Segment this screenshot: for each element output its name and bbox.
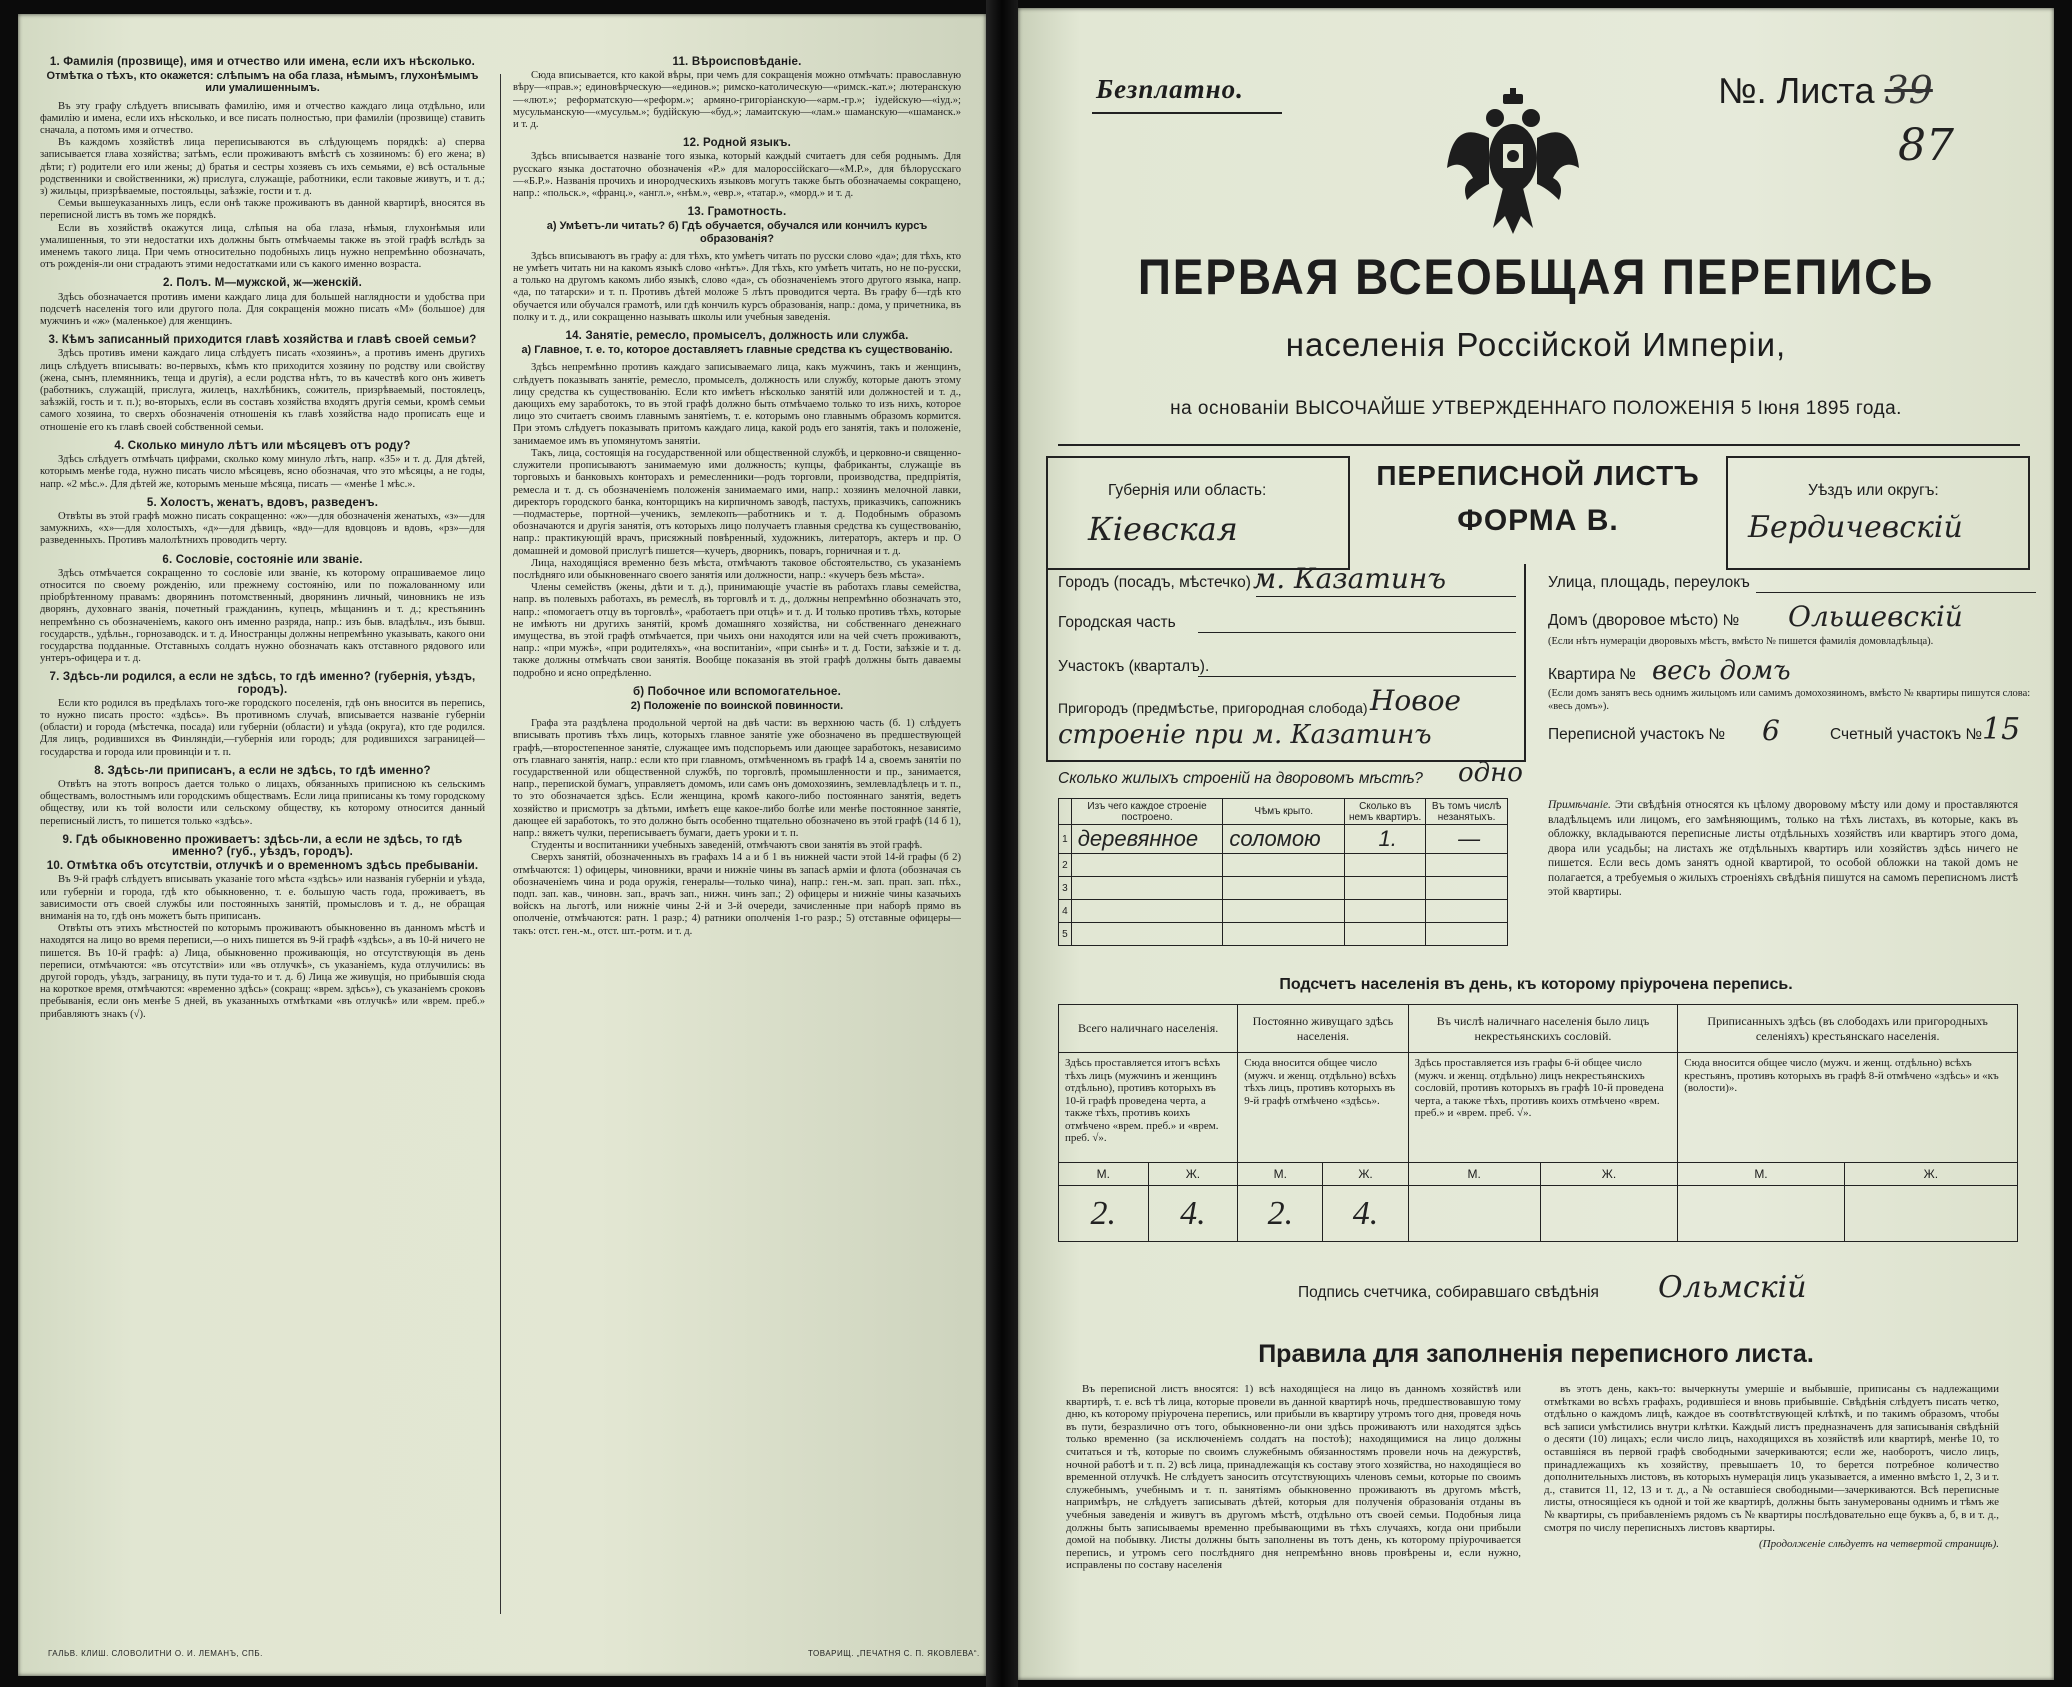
- instruction-paragraph: Здѣсь отмѣчается сокращенно то сословіе или званіе, къ которому опрашиваемое лицо относится по своему рожденію, или прежнему состоянію, или по пожалованному или пріобрѣтенному правамъ: дворянинъ потомственный, дворянинъ личный, чиновникъ не изъ дворянъ, духовнаго званія, почетный гражданинъ, купецъ, мѣщанинъ и т. д.; крестьянинъ непремѣнно съ обозначеніемъ, какого онъ именно разряда, напр.: изъ быв. владѣльч., изъ бывш. государств., удѣльн., горнозаводск. и т. д. Иностранцы должны непремѣнно указывать, какого они государства подданные. Отставныхъ солдатъ нужно обозначать какъ отставного рядового или унтеръ-офицера и т. д.: [40, 567, 485, 665]
- t1-cell-apts: [1345, 923, 1426, 946]
- instruction-paragraph: Если кто родился въ предѣлахъ того-же городского поселенія, гдѣ онъ вносится въ перепись, то нужно писать просто: «здѣсь». Въ противномъ случаѣ, вписывается названіе губерніи (области) и города (мѣстечка, посада) или губерніи (области) и уѣзда (округа), кто где родился. Для лицъ, родившихся въ Финляндіи,—губернія или городъ; для родившихся заграницей—государства и города или провинціи и т. п.: [40, 697, 485, 758]
- instruction-heading: 11. Вѣроисповѣданіе.: [672, 56, 802, 68]
- schetny-value: 15: [1982, 712, 2021, 747]
- instruction-section: [513, 56, 961, 131]
- instruction-section: [40, 765, 485, 828]
- form-title-box: [1358, 460, 1718, 538]
- rules-continued: (Продолженіе слѣдуетъ на четвертой страницѣ).: [1759, 1538, 1999, 1551]
- instruction-heading: 9. Гдѣ обыкновенно проживаетъ: здѣсь-ли, а если не здѣсь, то гдѣ именно? (губ., уѣздъ, городъ).: [62, 833, 463, 858]
- t1-cell-empty: [1426, 854, 1508, 877]
- prigorod-label: Пригородъ (предмѣстье, пригородная слобода): [1058, 700, 1368, 716]
- form-basis: на основаніи ВЫСОЧАЙШЕ УТВЕРЖДЕННАГО ПОЛОЖЕНІЯ 5 Іюня 1895 года.: [1170, 398, 1902, 419]
- prigorod-value-1: Новое: [1370, 684, 1461, 717]
- guberniya-value: Кіевская: [1088, 510, 1238, 548]
- instruction-section: [40, 671, 485, 758]
- population-count-cell: 4.: [1148, 1186, 1238, 1242]
- t1-cell-roof: [1223, 877, 1345, 900]
- instruction-paragraph: Студенты и воспитанники учебныхъ заведеній, отмѣчаютъ свои занятія въ этой графѣ.: [531, 840, 923, 852]
- t1-cell-n: 1: [1059, 825, 1072, 854]
- instruction-paragraph: Въ 9-й графѣ слѣдуетъ вписывать указаніе того мѣста «здѣсь» или названія губерніи и уѣзда, или губерніи и города, гдѣ кто обыкновенно, т. е. большую часть года, проживаетъ, въ зависимости отъ своей службы или постоянныхъ занятій, промысловъ и т. д., не обращая вниманія на то, гдѣ онъ можетъ быть приписанъ.: [40, 874, 485, 922]
- sheet-number: [1718, 68, 1933, 112]
- instruction-heading: 3. Кѣмъ записанный приходится главѣ хозяйства и главѣ своей семьи?: [48, 334, 477, 347]
- gorod-line: [1256, 596, 1516, 597]
- census-form-page: [1018, 8, 2054, 1680]
- prigorod-value-2: строеніе при м. Казатинъ: [1058, 720, 1432, 750]
- guberniya-box: [1046, 456, 1350, 570]
- instruction-heading: 5. Холостъ, женатъ, вдовъ, разведенъ.: [146, 496, 379, 509]
- signature-label: Подпись счетчика, собиравшаго свѣдѣнія: [1298, 1284, 1599, 1301]
- t1-corner: [1059, 799, 1072, 825]
- population-count-table: [1058, 1004, 2018, 1242]
- kvartira-label: Квартира №: [1548, 666, 1636, 683]
- instruction-heading: 8. Здѣсь-ли приписанъ, а если не здѣсь, то гдѣ именно?: [94, 764, 431, 777]
- t1-header: Сколько въ немъ квартиръ.: [1345, 799, 1426, 825]
- instruction-heading: 7. Здѣсь-ли родился, а если не здѣсь, то гдѣ именно? (губернія, уѣздъ, городъ).: [49, 671, 476, 696]
- table-row: [1059, 900, 1508, 923]
- uchastok-label: Участокъ (кварталъ).: [1058, 658, 1210, 675]
- t1-cell-empty: [1426, 900, 1508, 923]
- kvartira-note: (Если домъ занятъ весь однимъ жильцомъ или самимъ домохозяиномъ, вмѣсто № квартиры пишутся слова: «весь домъ»).: [1548, 688, 2031, 712]
- t1-header: Въ томъ числѣ незанятыхъ.: [1426, 799, 1508, 825]
- instruction-section: [40, 334, 485, 434]
- instruction-heading: 13. Грамотность.: [687, 206, 787, 219]
- t2-header: Приписанныхъ здѣсь (въ слободахъ или пригородныхъ селеніяхъ) крестьянскаго населенія.: [1678, 1005, 2018, 1053]
- rules-right: въ этотъ день, какъ-то: вычеркнуты умершіе и выбывшіе, приписаны съ надлежащими отмѣтками во всѣхъ графахъ, родившіеся и вновь прибывшіе. Свѣдѣнія слѣдуетъ писать четко, отдѣльно о каждомъ лицѣ, каждое въ соотвѣтствующей клѣткѣ, и по такимъ образомъ, чтобы всѣ записи умѣстились внутри клѣтки. Каждый листъ предназначенъ для записыванія свѣдѣній о десяти (10) лицахъ; если число лицъ, находящихся въ хозяйствѣ или квартирѣ, менѣе 10, то оставшіяся въ первой графѣ свободными зачеркиваются; если же, наоборотъ, число лицъ, принадлежащихъ къ хозяйству, превышаетъ 10, то берется потребное количество дополнительныхъ листовъ, въ которыхъ нумерація лицъ указывается, а именно вмѣсто 1, 2, 3 и т. д., ставится 11, 12, 13 и т. д., а № оставшіеся свободными—зачеркиваются. Всѣ переписные листы, относящіеся къ одной и той же квартирѣ, должны быть занумерованы однимъ и тѣмъ же № квартиры, съ прибавленіемъ рядомъ съ № квартиры послѣдовательно еще буквъ а, б, в и т. д., смотря по числу переписныхъ листовъ квартиры.: [1544, 1383, 1999, 1534]
- t1-cell-n: 3: [1059, 877, 1072, 900]
- perepisnoy-value: 6: [1762, 714, 1780, 747]
- t1-cell-material: [1071, 854, 1223, 877]
- uezd-box: [1726, 456, 2030, 570]
- t1-cell-roof: [1223, 854, 1345, 877]
- buildings-note: [1548, 798, 2018, 900]
- instruction-section: [40, 554, 485, 666]
- population-count-cell: [1408, 1186, 1540, 1242]
- t1-cell-apts: [1345, 900, 1426, 923]
- instruction-paragraph: Въ эту графу слѣдуетъ вписывать фамилію, имя и отчество каждаго лица отдѣльно, или фамилію и имена, если ихъ нѣсколько, и все писать полностью, при фамиліи (прозвище) ставить сначала, а потомъ имя и отчество.: [40, 100, 485, 137]
- instruction-paragraph: Здѣсь вписывается названіе того языка, который каждый считаетъ для себя роднымъ. Для русскаго языка достаточно обозначенія «Р.» для малороссійскаго—«М.Р.», для бѣлорусскаго—«Б.Р.». Названія прочихъ и инородческихъ языковъ могутъ также быть обозначаемы сокращено, напр.: «польск.», «франц.», «англ.», «нѣм.», «евр.», «татар.», «морд.» и т. д.: [513, 151, 961, 200]
- zhilyh-value: одно: [1458, 758, 1523, 788]
- sex-column-header: М.: [1238, 1163, 1323, 1186]
- ulitsa-label: Улица, площадь, переулокъ: [1548, 574, 1750, 591]
- count-title: Подсчетъ населенія въ день, къ которому пріурочена перепись.: [1279, 976, 1793, 993]
- instruction-paragraph: Сверхъ занятій, обозначенныхъ въ графахъ 14 а и б 1 въ нижней части этой 14-й графы (б 2) отмѣчаются: 1) офицеры, чиновники, врачи и нижніе чины въ запасѣ арміи и флота (обозначая съ обозначеніемъ чина и рода оружія, генералы—только чина), напр.: ген.-м. зап. прап. зап. пѣх., подп. зап. кав., чиновн. зап., врачъ зап., нижн. чинъ зап.; 2) офицеры и нижніе чины казачьихъ войскъ на льготѣ, или нижніе чины 2-й и 3-й очереди, зачисленные при наборѣ прямо въ ополченіе, отмѣчаются: ратн. 1 разр.; 4) ратники ополченія 1-го разр.; 5) отставные офицеры—такъ: отст. ген.-м., отст. шт.-ротм. и т. д.: [513, 852, 961, 937]
- note-title: Примѣчаніе.: [1548, 799, 1611, 811]
- schetny-label: Счетный участокъ №: [1830, 726, 1983, 743]
- zhilyh-label: Сколько жилыхъ строеній на дворовомъ мѣстѣ?: [1058, 770, 1423, 787]
- sex-column-header: Ж.: [1323, 1163, 1408, 1186]
- note-text: Эти свѣдѣнія относятся къ цѣлому дворовому мѣсту или дому и проставляются владѣльцемъ или лицомъ, его замѣняющимъ, только на тѣхъ листахъ, въ которые, какъ въ обложку, вкладываются переписные листы отдѣльныхъ хозяйствъ или квартиръ этого дома, двора или усадьбы; на листахъ же отдѣльныхъ квартиръ или хозяйствъ здѣсь ничего не пишется. Если весь домъ занятъ одной квартирой, то особой обложки на такой домъ не полагается, а требуемыя о жилыхъ строеніяхъ свѣдѣнія пишутся на самомъ переписномъ листѣ этой квартиры.: [1548, 799, 2018, 898]
- printer-imprint-left: ГАЛЬВ. КЛИШ. СЛОВОЛИТНИ О. И. ЛЕМАНЪ, СПБ.: [48, 1649, 263, 1658]
- population-count-cell: 2.: [1059, 1186, 1149, 1242]
- sex-column-header: М.: [1059, 1163, 1149, 1186]
- instruction-paragraph: Здѣсь обозначается противъ имени каждаго лица для большей наглядности и удобства при подсчетѣ населенія того или другого пола. Для сокращенія можно писать «М» (большое) для мужчинъ и «ж» (маленькое) для женщинъ.: [40, 291, 485, 328]
- instruction-section: [40, 834, 485, 1021]
- sheet-number-handwritten: 87: [1898, 120, 1954, 171]
- instruction-section: [40, 56, 485, 271]
- instruction-heading: 12. Родной языкъ.: [683, 137, 791, 150]
- instructions-column-b: [513, 54, 961, 1616]
- t1-cell-roof: соломою: [1223, 825, 1345, 854]
- gorod-chast-line: [1198, 632, 1516, 633]
- instruction-paragraph: Графа эта раздѣлена продольной чертой на двѣ части: въ верхнюю часть (б. 1) слѣдуетъ вписывать противъ тѣхъ лицъ, которыхъ главное занятіе уже обозначено въ предшествующей графѣ,—второстепенное занятіе, служащее имъ подспорьемъ или дающее заработокъ, независимо отъ главнаго занятія, напр.: если кто при главномъ, отмѣченномъ въ графѣ 14 а, своемъ занятіи по государственной или общественной службѣ, по торговлѣ, промышленности и пр., занимается, напр., перепиской бумагъ, управляетъ домомъ, или самъ онъ домохозяинъ, землевладѣлецъ и т. п., то это обозначается здѣсь. Если женщина, кромѣ какого-либо постояннаго занятія, ведетъ хозяйство и присмотръ за дѣтьми, имѣетъ еще какое-либо болѣе или менѣе постоянное занятіе, дающее ей заработокъ, то это должно быть особенно тщательно обозначено въ этой графѣ (14 б 1), напр.: вяжетъ чулки, переписываетъ бумаги, даетъ уроки и т. п.: [513, 718, 961, 839]
- instruction-heading: 10. Отмѣтка объ отсутствіи, отлучкѣ и о временномъ здѣсь пребываніи.: [46, 860, 479, 873]
- t1-cell-material: [1071, 900, 1223, 923]
- instruction-paragraph: Здѣсь слѣдуетъ отмѣчать цифрами, сколько кому минуло лѣтъ, напр. «35» и т. д. Для дѣтей, которымъ менѣе года, нужно писать число мѣсяцевъ, ясно обозначая, что это мѣсяцы, а не годы, напр. «2 мѣс.». Для дѣтей же, которымъ меньше мѣсяца, писать — «менѣе 1 мѣс.».: [40, 454, 485, 490]
- free-label: Безплатно.: [1096, 74, 1244, 104]
- instruction-paragraph: Такъ, лица, состоящія на государственной или общественной службѣ, и церковно-и священно-служители прописываютъ занимаемую ими должность; купцы, фабриканты, служащіе въ торговыхъ и банковыхъ конторахъ и ремесленники—родъ торговли, производства, предпріятія, ремесла и т. д. съ обозначеніемъ положенія занимаемаго ими, напр.: хозяинъ мелочной лавки, директоръ городского банка, конторщикъ на кирпичномъ заводѣ, пастухъ, приказчикъ, сапожникъ—подмастерье, портной—ученикъ, землекопъ—работникъ и т. д. Подобнымъ образомъ обозначаются и другія занятія, отъ которыхъ лицо получаетъ главныя средства къ существованію, напр.: практикующій врачъ, присяжный повѣренный, художникъ, литераторъ, актеръ и пр. О домашней и домовой прислугѣ пишется—кучеръ, дворникъ, поваръ, горничная и т. д.: [513, 447, 961, 557]
- sex-column-header: М.: [1408, 1163, 1540, 1186]
- population-count-cell: [1678, 1186, 1844, 1242]
- instruction-paragraph: Лица, находящіяся временно безъ мѣста, отмѣчаютъ таковое обстоятельство, съ указаніемъ послѣдняго или обыкновеннаго своего занятія или должности, напр.: «кучеръ безъ мѣста».: [513, 557, 961, 581]
- sex-column-header: Ж.: [1148, 1163, 1238, 1186]
- sheet-number-crossed: 39: [1884, 68, 1933, 112]
- dom-note: (Если нѣтъ нумераціи дворовыхъ мѣстъ, вмѣсто № пишется фамилія домовладѣльца).: [1548, 636, 1934, 647]
- printer-imprint-right: ТОВАРИЩ. „ПЕЧАТНЯ С. П. ЯКОВЛЕВА“.: [808, 1649, 980, 1658]
- imperial-eagle-icon: [1443, 88, 1583, 238]
- instruction-section: [513, 686, 961, 938]
- instruction-paragraph: Члены семействъ (жены, дѣти и т. д.), принимающіе участіе въ работахъ главы семейства, напр. въ полевыхъ работахъ, въ ремеслѣ, въ торговлѣ и т. д., должны непремѣнно обозначать это, напр.: «помогаетъ отцу въ торговлѣ», «работаетъ при отцѣ» и т. д. И только противъ тѣхъ, которые не имѣютъ ни другихъ занятій, кромѣ домашняго хозяйства, ни собственнаго денежнаго имущества, въ этой графѣ отмѣчается, при чьихъ они находятся или на чей счетъ проживаютъ, напр.: «при мужѣ», «при родителяхъ», «на воспитаніи», «при сынѣ» и т. д. Гости, заѣзжіе и т. д. также должны отмѣчать свои занятія. Вообще показанія въ этой графѣ должны быть даваемы подробно и ясно опредѣленно.: [513, 582, 961, 679]
- dom-label: Домъ (дворовое мѣсто) №: [1548, 612, 1740, 629]
- sheet-number-label: №. Листа: [1718, 70, 1875, 111]
- instruction-subheading: а) Главное, т. е. то, которое доставляетъ главные средства къ существованію.: [521, 344, 953, 357]
- instruction-subheading: Отмѣтка о тѣхъ, кто окажется: слѣпымъ на оба глаза, нѣмымъ, глухонѣмымъ или умалишеннымъ.: [46, 70, 479, 95]
- instructions-column-a: [40, 54, 485, 1616]
- column-divider: [500, 74, 501, 1614]
- t2-header: Постоянно живущаго здѣсь населенія.: [1238, 1005, 1408, 1053]
- rules-left: Въ переписной листъ вносятся: 1) всѣ находящіеся на лицо въ данномъ хозяйствѣ или квартирѣ, т. е. всѣ тѣ лица, которые провели въ данной квартирѣ ночь, предшествовавшую тому дню, къ которому пріурочена перепись, или прибыли въ квартиру утромъ того дня, проведя ночь въ пути, безразлично отъ того, обыкновенно-ли они здѣсь проживаютъ или находятся здѣсь только временно (за исключеніемъ солдатъ на постоѣ); находящимися на лицо должны считаться и тѣ, которые по своимъ служебнымъ обязанностямъ провели ночь на дежурствѣ, ночной работѣ и т. п. 2) всѣ лица, принадлежащія къ составу этого хозяйства, но находящіеся во временной отлучкѣ. Не слѣдуетъ заносить отсутствующихъ членовъ семьи, которые по своимъ служебнымъ, учебнымъ и т. п. занятіямъ обыкновенно проживаютъ въ другомъ мѣстѣ, напримѣръ, не слѣдуетъ записывать дѣтей, которыя для полученія образованія отданы въ учебныя заведенія и живутъ въ другомъ мѣстѣ, отдѣльно отъ своей семьи. Подобныя лица должны быть записываемы временно пребывающими въ тѣхъ случаяхъ, когда они прибыли домой на побывку. Листы должны быть заполнены въ тотъ день, къ которому пріурочивается перепись, и утромъ сего послѣдняго дня непремѣнно вновь провѣрены и, если нужно, исправлены по составу населенія: [1066, 1383, 1521, 1572]
- t1-cell-n: 4: [1059, 900, 1072, 923]
- instruction-heading: 1. Фамилія (прозвище), имя и отчество или имена, если ихъ нѣсколько.: [49, 56, 476, 68]
- t2-desc: Сюда вносится общее число (мужч. и женщ. отдѣльно) всѣхъ крестьянъ, противъ которыхъ въ графѣ 8-й отмѣчено «здѣсь» и «къ (волости)».: [1678, 1053, 2018, 1163]
- t2-desc: Здѣсь проставляется итогъ всѣхъ тѣхъ лицъ (мужчинъ и женщинъ отдѣльно), противъ которыхъ въ 10-й графѣ проведена черта, а также тѣхъ, противъ коихъ отмѣчено «врем. преб.» и «врем. преб. √».: [1059, 1053, 1238, 1163]
- instruction-paragraph: Здѣсь противъ имени каждаго лица слѣдуетъ писать «хозяинъ», а противъ именъ другихъ лицъ слѣдуетъ вписывать: во-первыхъ, кѣмъ кто приходится хозяину по родству или свойству (жена, сынъ, племянникъ, теща и другія), а если родства нѣтъ, то въ качествѣ кого онъ живетъ (работникъ, служащій, прислуга, жилецъ, нахлѣбникъ, сожитель, призрѣваемый, постоялецъ, заѣзжій, гость и т. п.); во-вторыхъ, если въ составъ хозяйства входятъ другія семьи, кромѣ семьи самого хозяина, то сверхъ обозначенія отношенія къ главѣ хозяйства надо прописать еще и отношеніе его къ главѣ своей собственной семьи.: [40, 348, 485, 433]
- instruction-heading: 6. Сословіе, состояніе или званіе.: [162, 553, 363, 566]
- t1-cell-roof: [1223, 900, 1345, 923]
- uezd-value: Бердичевскій: [1748, 510, 1963, 545]
- instruction-section: [513, 330, 961, 680]
- t2-desc: Здѣсь проставляется изъ графы 6-й общее число (мужч. и женщ. отдѣльно) лицъ некрестьянскихъ сословій, противъ которыхъ въ графѣ 10-й проведена черта, а также тѣхъ, противъ коихъ отмѣчено «врем. преб.» и «врем. преб. √».: [1408, 1053, 1678, 1163]
- header-rule: [1058, 444, 2020, 446]
- t2-desc: Сюда вносится общее число (мужч. и женщ. отдѣльно) всѣхъ тѣхъ лицъ, противъ которыхъ въ 9-й графѣ отмѣчено «здѣсь».: [1238, 1053, 1408, 1163]
- guberniya-label: Губернія или область:: [1108, 482, 1267, 499]
- instruction-section: [40, 277, 485, 328]
- instruction-paragraph: Если въ хозяйствѣ окажутся лица, слѣпыя на оба глаза, нѣмыя, глухонѣмыя или умалишенныя, то эти недостатки ихъ должны быть отмѣчаемы также въ этой графѣ вслѣдъ за именемъ такого лица. При чемъ относительно подобныхъ лицъ нужно непремѣнно обозначать, отъ рожденія-ли они страдаютъ этими недостатками или съ какого именно возраста.: [40, 222, 485, 271]
- t2-header: Въ числѣ наличнаго населенія было лицъ некрестьянскихъ сословій.: [1408, 1005, 1678, 1053]
- gorod-label: Городъ (посадъ, мѣстечко): [1058, 574, 1251, 591]
- sex-column-header: Ж.: [1844, 1163, 2017, 1186]
- instruction-subheading: а) Умѣетъ-ли читать? б) Гдѣ обучается, обучался или кончилъ курсъ образованія?: [546, 220, 928, 245]
- instruction-heading: 14. Занятіе, ремесло, промыселъ, должность или служба.: [565, 330, 909, 343]
- free-underline: [1092, 112, 1282, 114]
- t1-cell-n: 5: [1059, 923, 1072, 946]
- instruction-paragraph: Сюда вписывается, кто какой вѣры, при чемъ для сокращенія можно отмѣчать: православную вѣру—«прав.»; единовѣрческую—«единов.»; римско-католическую—«римск.-кат.»; лютеранскую—«лют.»; реформатскую—«реформ.»; армяно-григоріанскую—«арм.-гр.»; іудейскую—«іуд.»; мусульманскую—«мусульм.»; будійскую—«буд.»; ламаитскую—«лам.» шаманскую—«шаманск.» и т. д.: [513, 70, 961, 131]
- gorod-value: м. Казатинъ: [1253, 562, 1447, 595]
- instruction-section: [40, 497, 485, 548]
- sex-column-header: М.: [1678, 1163, 1844, 1186]
- instruction-paragraph: Въ каждомъ хозяйствѣ лица переписываются въ слѣдующемъ порядкѣ: а) сперва записывается глава хозяйства; затѣмъ, если проживаютъ вмѣстѣ съ хозяиномъ: б) его жена; в) дѣти; г) родители его или жены; д) братья и сестры хозяевъ съ ихъ семьями, е) всѣ остальные родственники и свойственники, ж) прислуга, служащіе, работники, если таковые живутъ, и т. д.; з) жильцы, призрѣваемые, постояльцы, заѣзжіе, гости и т. д.: [40, 137, 485, 198]
- uezd-label: Уѣздъ или округъ:: [1808, 482, 1939, 499]
- t2-header: Всего наличнаго населенія.: [1059, 1005, 1238, 1053]
- instruction-paragraph: Здѣсь вписываютъ въ графу а: для тѣхъ, кто умѣетъ читать по русски слово «да»; для тѣхъ, кто не умѣетъ читать ни на какомъ языкѣ слово «нѣтъ». Для тѣхъ, кто умѣетъ читать, но не по-русски, а только на другомъ какомъ либо языкѣ, слово «да», съ обозначеніемъ этого другого языка, напр. «да, по татарски» и т. п. Противъ дѣтей моложе 5 лѣтъ проводится черта. Въ графу б—гдѣ кто обучается или обучался грамотѣ, или гдѣ кончилъ курсъ образованія, напр.: дома, у причетника, въ полку и т. д., или сокращенно называть школы или учебныя заведенія.: [513, 250, 961, 323]
- instruction-paragraph: Отвѣтъ на этотъ вопросъ дается только о лицахъ, обязанныхъ приписною къ сельскимъ обществамъ, волостнымъ или городскимъ обществамъ. Если лица приписаны къ тому городскому обществу, или къ той волости или сельскому обществу, къ которому относится данный переписный листъ, то пишется только «здѣсь».: [40, 778, 485, 827]
- buildings-table: [1058, 798, 1508, 946]
- t1-header: Изъ чего каждое строеніе построено.: [1071, 799, 1223, 825]
- left-page: [18, 14, 986, 1676]
- ulitsa-line: [1756, 592, 2036, 593]
- instruction-section: [513, 137, 961, 200]
- instruction-heading: 4. Сколько минуло лѣтъ или мѣсяцевъ отъ роду?: [114, 439, 411, 452]
- instruction-heading: б) Побочное или вспомогательное.: [632, 685, 842, 698]
- instruction-paragraph: Отвѣты отъ этихъ мѣстностей по которымъ проживаютъ обыкновенно въ данномъ мѣстѣ и находятся на лицо во время переписи,—о нихъ пишется въ 9-й графѣ «здѣсь», а въ 10-й ничего не пишется. Въ 10-й графѣ: а) Лица, обыкновенно проживающія, но отсутствующія въ день переписи, отмѣчаются: «въ отсутствіи» или «въ отлучкѣ», съ указаніемъ, куда отлучились: въ другой городъ, уѣздъ, заграницу, въ пути туда-то и т. д. б) Лица же живущія, но прибывшія сюда на короткое время, отмѣчаются: «временно здѣсь» (сокращ: «врем. здѣсь»), съ указаніемъ сроковъ пребыванія, если онъ менѣе 5 дней, въ указанныхъ отмѣтками «въ отлучкѣ» или «врем. преб.» прибавляютъ знакъ (√).: [40, 923, 485, 1020]
- t1-cell-empty: —: [1426, 825, 1508, 854]
- instruction-subheading: 2) Положеніе по воинской повинности.: [630, 699, 844, 712]
- t1-cell-empty: [1426, 877, 1508, 900]
- instruction-paragraph: Здѣсь непремѣнно противъ каждаго записываемаго лица, какъ мужчинъ, такъ и женщинъ, слѣдуетъ показывать занятіе, ремесло, промыселъ, должность или службу, которые даютъ этому лицу средства къ существованію. Если кто имѣетъ нѣсколько занятій или должностей и т. д., дающихъ ему заработокъ, то въ этой графѣ должно быть отмѣчаемо только то изъ нихъ, которое лицо это считаетъ своимъ главнымъ занятіемъ, т. е. которымъ оно главнымъ образомъ кормится. При этомъ слѣдуетъ показывать притомъ каждаго лица, какой родъ его занятія, такъ и положеніе, занимаемое имъ въ упомянутомъ занятіи.: [513, 362, 961, 447]
- population-count-cell: [1844, 1186, 2017, 1242]
- form-letter: ФОРМА В.: [1457, 504, 1619, 537]
- t1-cell-roof: [1223, 923, 1345, 946]
- t1-cell-apts: [1345, 854, 1426, 877]
- instruction-section: [40, 440, 485, 491]
- t1-cell-material: [1071, 877, 1223, 900]
- table-row: [1059, 854, 1508, 877]
- population-count-cell: [1540, 1186, 1678, 1242]
- t1-cell-empty: [1426, 923, 1508, 946]
- kvartira-value: весь домъ: [1652, 656, 1791, 686]
- t1-cell-material: деревянное: [1071, 825, 1223, 854]
- t1-header: Чѣмъ крыто.: [1223, 799, 1345, 825]
- instruction-paragraph: Отвѣты въ этой графѣ можно писать сокращенно: «ж»—для обозначенія женатыхъ, «з»—для замужнихъ, «х»—для холостыхъ, «д»—для дѣвицъ, «вд»—для вдовцовъ и вдовъ, «рз»—для разведенныхъ. Противъ малолѣтнихъ проводить черту.: [40, 510, 485, 547]
- t1-cell-apts: 1.: [1345, 825, 1426, 854]
- dom-value: Ольшевскій: [1788, 600, 1963, 633]
- t1-cell-material: [1071, 923, 1223, 946]
- form-subtitle: населенія Россійской Имперіи,: [1285, 326, 1787, 363]
- rules-title: Правила для заполненія переписного листа.: [1258, 1340, 1814, 1368]
- population-count-cell: 2.: [1238, 1186, 1323, 1242]
- perepisnoy-label: Переписной участокъ №: [1548, 726, 1726, 743]
- population-count-cell: 4.: [1323, 1186, 1408, 1242]
- table-row: [1059, 923, 1508, 946]
- book-gutter: [986, 0, 1018, 1687]
- signature-value: Ольмскій: [1658, 1270, 1807, 1305]
- sex-column-header: Ж.: [1540, 1163, 1678, 1186]
- uchastok-line: [1198, 676, 1516, 677]
- table-row: [1059, 877, 1508, 900]
- form-name: ПЕРЕПИСНОЙ ЛИСТЪ: [1376, 460, 1700, 491]
- table-row: [1059, 825, 1508, 854]
- gorod-chast-label: Городская часть: [1058, 614, 1176, 631]
- instruction-heading: 2. Полъ. М—мужской, ж—женскій.: [163, 277, 362, 290]
- instruction-paragraph: Семьи вышеуказанныхъ лицъ, если онѣ также проживаютъ въ данной квартирѣ, вносятся въ переписной листъ въ томъ же порядкѣ.: [40, 198, 485, 222]
- t1-cell-n: 2: [1059, 854, 1072, 877]
- instruction-section: [513, 206, 961, 324]
- form-title: ПЕРВАЯ ВСЕОБЩАЯ ПЕРЕПИСЬ: [1137, 249, 1935, 305]
- t1-cell-apts: [1345, 877, 1426, 900]
